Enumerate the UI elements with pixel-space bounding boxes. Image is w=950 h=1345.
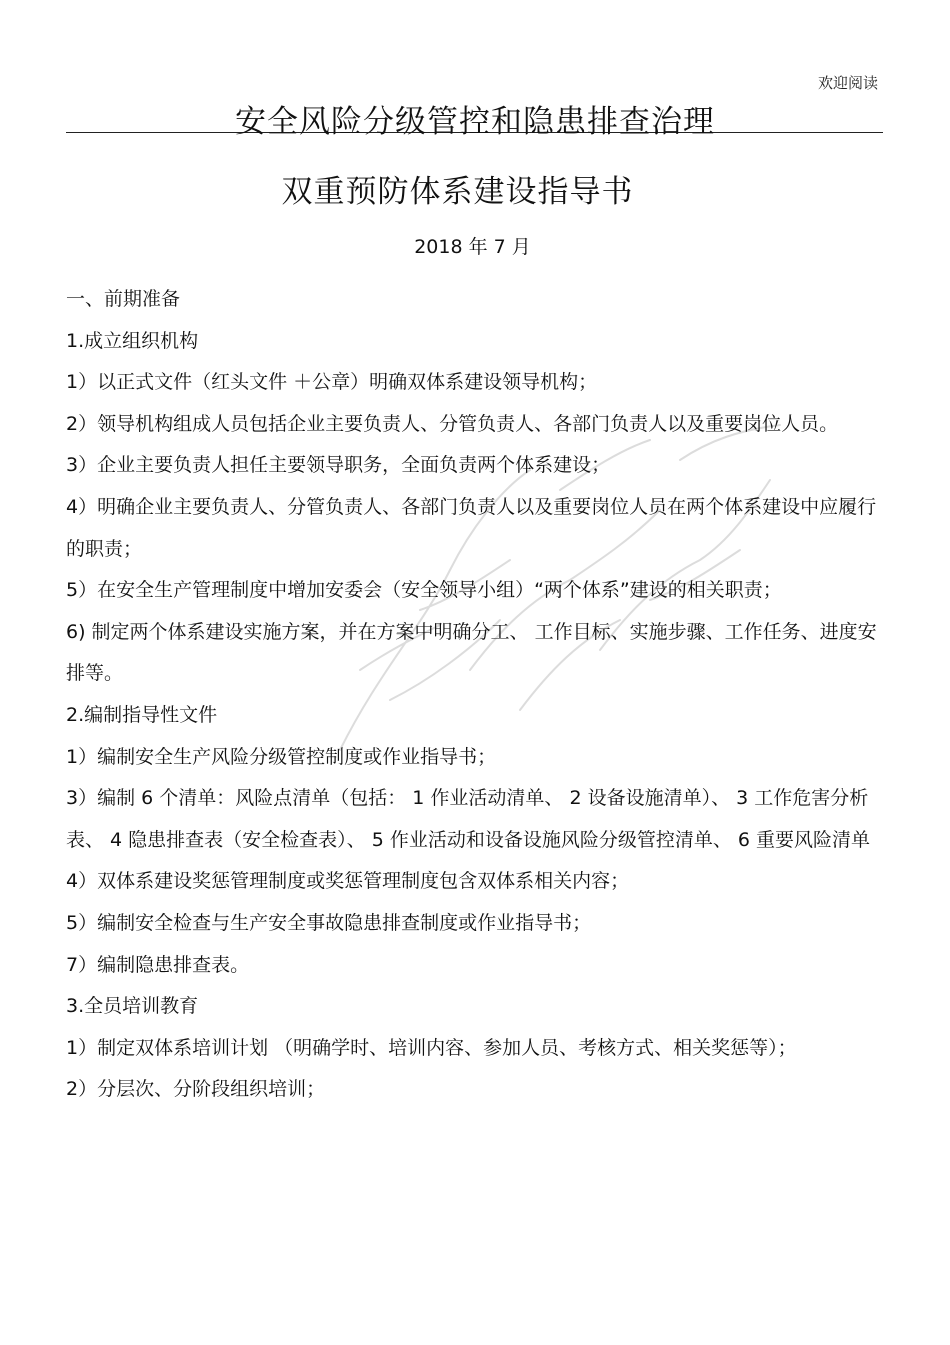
list-item: 6) 制定两个体系建设实施方案，并在方案中明确分工、 工作目标、实施步骤、工作任务、进度安排等。	[66, 620, 877, 685]
subsection-heading: 2.编制指导性文件	[66, 703, 218, 726]
list-item: 2）领导机构组成人员包括企业主要负责人、分管负责人、各部门负责人以及重要岗位人员。	[66, 412, 839, 435]
list-item: 7）编制隐患排查表。	[66, 953, 250, 976]
section-heading: 一、前期准备	[66, 288, 181, 310]
subsection-heading: 3.全员培训教育	[66, 995, 199, 1018]
body-text	[66, 279, 882, 1111]
header-note: 欢迎阅读	[817, 74, 878, 92]
list-item: 4）明确企业主要负责人、分管负责人、各部门负责人以及重要岗位人员在两个体系建设中应履行的职责；	[66, 495, 877, 560]
document-date: 2018 年 7 月	[414, 236, 531, 258]
list-item: 3）编制 6 个清单：风险点清单（包括： 1 作业活动清单、 2 设备设施清单）、 3 工作危害分析表、 4 隐患排查表（安全检查表）、 5 作业活动和设备设施风险分级管控清单、 6 重要风险清单	[66, 787, 871, 851]
list-item: 2）分层次、分阶段组织培训；	[66, 1078, 326, 1101]
list-item: 5）在安全生产管理制度中增加安委会（安全领导小组）“两个体系”建设的相关职责；	[66, 579, 782, 602]
list-item: 4）双体系建设奖惩管理制度或奖惩管理制度包含双体系相关内容；	[66, 870, 630, 893]
list-item: 1）编制安全生产风险分级管控制度或作业指导书；	[66, 745, 497, 768]
list-item: 3）企业主要负责人担任主要领导职务，全面负责两个体系建设；	[66, 454, 611, 477]
subsection-heading: 1.成立组织机构	[66, 329, 199, 352]
document-title: 安全风险分级管控和隐患排查治理	[235, 104, 715, 140]
list-item: 1）以正式文件（红头文件 ＋公章）明确双体系建设领导机构；	[66, 371, 598, 394]
list-item: 5）编制安全检查与生产安全事故隐患排查制度或作业指导书；	[66, 911, 592, 934]
list-item: 1）制定双体系培训计划 （明确学时、培训内容、参加人员、考核方式、相关奖惩等）；	[66, 1036, 797, 1059]
document-subtitle: 双重预防体系建设指导书	[281, 174, 634, 210]
